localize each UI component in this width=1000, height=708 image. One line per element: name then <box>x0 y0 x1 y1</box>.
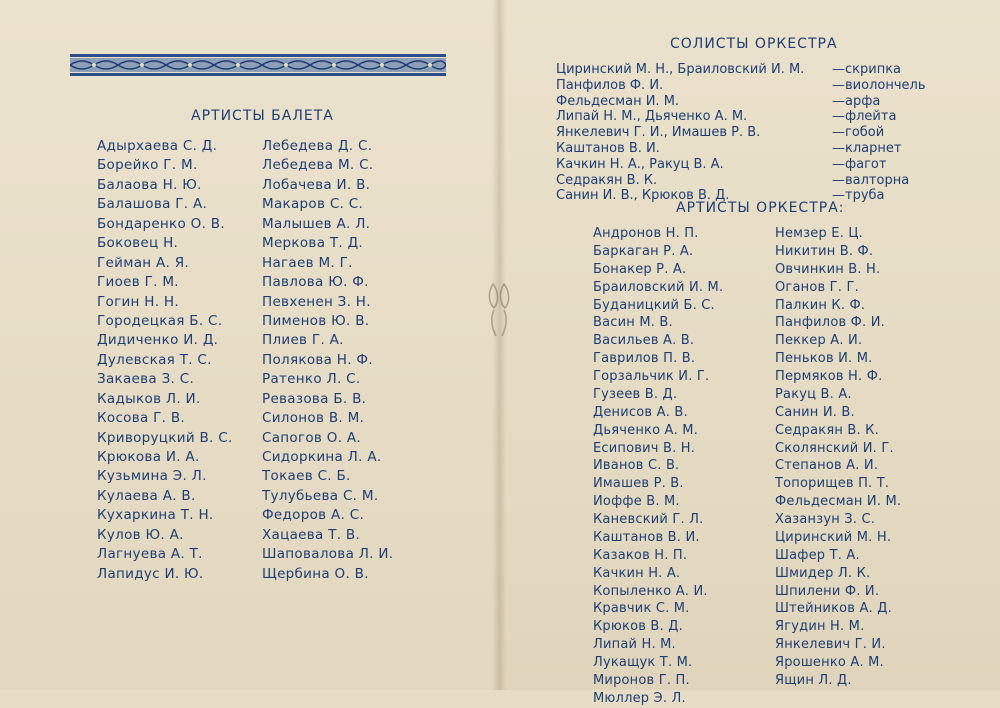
orchestra-artist-name: Васильев А. В. <box>593 333 695 349</box>
soloist-row <box>556 140 902 157</box>
orchestra-artist-name: Имашев Р. В. <box>593 476 684 492</box>
soloists-list <box>556 62 926 204</box>
orchestra-artist-name: Фельдесман И. М. <box>775 494 902 510</box>
ballet-artist-name: Сапогов О. А. <box>262 429 362 446</box>
soloists-heading: СОЛИСТЫ ОРКЕСТРА <box>670 36 838 52</box>
ornamental-border-icon <box>70 54 446 76</box>
soloist-names: Фельдесман И. М. <box>556 93 680 109</box>
orchestra-artist-name: Пеньков И. М. <box>775 351 873 367</box>
ballet-artist-name: Плиев Г. А. <box>262 332 344 349</box>
soloist-names: Санин И. В., Крюков В. Д. <box>556 188 730 204</box>
orchestra-artist-name: Немзер Е. Ц. <box>775 226 863 241</box>
soloist-row <box>556 62 902 78</box>
ballet-artist-name: Гейман А. Я. <box>97 254 189 271</box>
soloist-instrument: —фагот <box>832 156 887 172</box>
orchestra-artist-name: Степанов А. И. <box>775 458 879 474</box>
ballet-artist-name: Тулубьева С. М. <box>262 487 379 504</box>
orchestra-artist-name: Ягудин Н. М. <box>775 619 865 635</box>
orchestra-artist-name: Лукащук Т. М. <box>593 655 693 670</box>
orchestra-artist-name: Каневский Г. Л. <box>593 512 704 527</box>
orchestra-artist-name: Васин М. В. <box>593 315 673 331</box>
soloist-instrument: —арфа <box>832 93 881 109</box>
soloist-instrument: —кларнет <box>832 140 902 156</box>
orchestra-artist-name: Качкин Н. А. <box>593 565 681 581</box>
ballet-artist-name: Лебедева Д. С. <box>262 138 373 154</box>
ballet-artist-name: Нагаев М. Г. <box>262 254 353 271</box>
orchestra-artist-name: Горзальчик И. Г. <box>593 369 710 384</box>
soloist-names: Липай Н. М., Дьяченко А. М. <box>556 109 748 125</box>
orchestra-artist-name: Санин И. В. <box>775 404 855 420</box>
orchestra-column-2 <box>775 225 901 690</box>
orchestra-artist-name: Дьяченко А. М. <box>593 422 699 438</box>
orchestra-artist-name: Липай Н. М. <box>593 637 676 653</box>
ballet-artist-name: Меркова Т. Д. <box>262 235 364 252</box>
ballet-artist-name: Щербина О. В. <box>262 565 369 582</box>
orchestra-artist-name: Бонакер Р. А. <box>593 261 687 277</box>
orchestra-artist-name: Буданицкий Б. С. <box>593 297 715 313</box>
ballet-artist-name: Городецкая Б. С. <box>97 312 223 329</box>
ballet-artist-name: Борейко Г. М. <box>97 157 198 174</box>
orchestra-artist-name: Палкин К. Ф. <box>775 297 866 313</box>
orchestra-heading: АРТИСТЫ ОРКЕСТРА: <box>676 200 845 216</box>
orchestra-artist-name: Андронов Н. П. <box>593 226 699 241</box>
ballet-artist-name: Гогин Н. Н. <box>97 293 179 310</box>
ballet-artist-name: Дидиченко И. Д. <box>97 332 219 349</box>
ballet-artist-name: Адырхаева С. Д. <box>97 138 218 154</box>
ballet-artist-name: Кулаева А. В. <box>97 487 196 504</box>
ballet-artist-name: Кулов Ю. А. <box>97 526 184 543</box>
orchestra-artist-name: Ярошенко А. М. <box>775 655 884 670</box>
ballet-heading: АРТИСТЫ БАЛЕТА <box>191 108 334 124</box>
orchestra-artist-name: Копыленко А. И. <box>593 583 708 599</box>
orchestra-artist-name: Овчинкин В. Н. <box>775 261 881 277</box>
ballet-artist-name: Крюкова И. А. <box>97 449 200 465</box>
orchestra-artist-name: Седракян В. К. <box>775 422 879 438</box>
orchestra-artist-name: Оганов Г. Г. <box>775 279 859 295</box>
orchestra-artist-name: Крюков В. Д. <box>593 619 683 635</box>
orchestra-artist-name: Ящин Л. Д. <box>775 672 852 688</box>
soloist-row <box>556 93 881 110</box>
ballet-artist-name: Сидоркина Л. А. <box>262 449 382 465</box>
orchestra-artist-name: Кравчик С. М. <box>593 601 690 617</box>
orchestra-artist-name: Есипович В. Н. <box>593 440 696 456</box>
orchestra-artist-name: Шафер Т. А. <box>775 547 860 563</box>
orchestra-artist-name: Браиловский И. М. <box>593 279 724 295</box>
soloist-row <box>556 77 926 94</box>
orchestra-artist-name: Иоффе В. М. <box>593 494 680 510</box>
ballet-column-1 <box>97 137 233 584</box>
orchestra-artist-name: Циринский М. Н. <box>775 529 892 545</box>
left-page <box>0 0 498 690</box>
ballet-artist-name: Гиоев Г. М. <box>97 274 179 291</box>
soloist-instrument: —виолончель <box>832 77 926 93</box>
orchestra-artist-name: Гаврилов П. В. <box>593 351 696 367</box>
soloist-row <box>556 156 887 173</box>
ballet-artist-name: Балаова Н. Ю. <box>97 176 202 193</box>
ballet-artist-name: Пименов Ю. В. <box>262 312 370 329</box>
soloist-names: Янкелевич Г. И., Имашев Р. В. <box>556 125 761 141</box>
soloist-instrument: —валторна <box>832 172 910 188</box>
ballet-artist-name: Боковец Н. <box>97 235 179 252</box>
orchestra-artist-name: Иванов С. В. <box>593 458 680 474</box>
ballet-artist-name: Кузьмина Э. Л. <box>97 468 207 485</box>
soloist-instrument: —гобой <box>832 125 885 141</box>
ballet-artist-name: Криворуцкий В. С. <box>97 429 233 446</box>
orchestra-artist-name: Пермяков Н. Ф. <box>775 369 883 384</box>
soloist-instrument: —труба <box>832 188 885 204</box>
ballet-artist-name: Закаева З. С. <box>97 371 195 388</box>
soloist-instrument: —скрипка <box>832 62 902 77</box>
ballet-artist-name: Павлова Ю. Ф. <box>262 274 369 291</box>
soloist-names: Циринский М. Н., Браиловский И. М. <box>556 62 805 77</box>
orchestra-artist-name: Штейников А. Д. <box>775 601 892 617</box>
soloist-names: Качкин Н. А., Ракуц В. А. <box>556 156 724 172</box>
ballet-artist-name: Дулевская Т. С. <box>97 351 212 368</box>
orchestra-artist-name: Топорищев П. Т. <box>775 476 890 492</box>
orchestra-artist-name: Никитин В. Ф. <box>775 243 874 259</box>
ballet-artist-name: Силонов В. М. <box>262 410 365 427</box>
orchestra-column-1 <box>593 225 723 708</box>
ballet-artist-name: Кадыков Л. И. <box>97 390 201 407</box>
soloist-names: Каштанов В. И. <box>556 140 660 156</box>
ballet-artist-name: Ратенко Л. С. <box>262 371 361 388</box>
orchestra-artist-name: Баркаган Р. А. <box>593 243 694 259</box>
ballet-artist-name: Макаров С. С. <box>262 196 364 213</box>
ballet-artist-name: Балашова Г. А. <box>97 196 208 213</box>
ballet-artist-name: Лапидус И. Ю. <box>97 565 204 582</box>
ballet-artist-name: Кухаркина Т. Н. <box>97 507 214 524</box>
soloist-instrument: —флейта <box>832 109 897 125</box>
ballet-artist-name: Ревазова Б. В. <box>262 390 367 407</box>
soloist-names: Панфилов Ф. И. <box>556 77 664 93</box>
ballet-artist-name: Шаповалова Л. И. <box>262 546 394 563</box>
page-fold <box>492 0 506 690</box>
soloist-row <box>556 172 910 189</box>
orchestra-artist-name: Каштанов В. И. <box>593 529 700 545</box>
soloist-row <box>556 109 897 125</box>
orchestra-artist-name: Мюллер Э. Л. <box>593 690 686 706</box>
orchestra-artist-name: Казаков Н. П. <box>593 547 688 563</box>
ballet-artist-name: Лобачева И. В. <box>262 176 371 193</box>
orchestra-artist-name: Пеккер А. И. <box>775 333 863 349</box>
ballet-artist-name: Бондаренко О. В. <box>97 215 225 232</box>
ballet-artist-name: Токаев С. Б. <box>262 468 351 485</box>
orchestra-artist-name: Денисов А. В. <box>593 404 688 420</box>
orchestra-artist-name: Сколянский И. Г. <box>775 440 894 456</box>
soloist-names: Седракян В. К. <box>556 172 658 188</box>
ballet-artist-name: Хацаева Т. В. <box>262 526 361 543</box>
ballet-artist-name: Лагнуева А. Т. <box>97 546 203 563</box>
ballet-artist-name: Малышев А. Л. <box>262 215 371 232</box>
orchestra-artist-name: Панфилов Ф. И. <box>775 315 885 331</box>
orchestra-artist-name: Хазанзун З. С. <box>775 512 876 527</box>
soloist-row <box>556 125 885 141</box>
ballet-artist-name: Полякова Н. Ф. <box>262 351 373 368</box>
orchestra-artist-name: Миронов Г. П. <box>593 672 690 688</box>
ballet-artist-name: Лебедева М. С. <box>262 157 374 174</box>
orchestra-artist-name: Гузеев В. Д. <box>593 386 678 402</box>
orchestra-artist-name: Ракуц В. А. <box>775 386 852 402</box>
orchestra-artist-name: Шпилени Ф. И. <box>775 583 880 599</box>
orchestra-artist-name: Янкелевич Г. И. <box>775 637 886 653</box>
ballet-artist-name: Косова Г. В. <box>97 410 186 427</box>
ballet-artist-name: Певхенен З. Н. <box>262 293 371 310</box>
staple-icon <box>484 280 514 340</box>
ballet-artist-name: Федоров А. С. <box>262 507 365 524</box>
orchestra-artist-name: Шмидер Л. К. <box>775 565 871 581</box>
ballet-column-2 <box>262 137 393 584</box>
